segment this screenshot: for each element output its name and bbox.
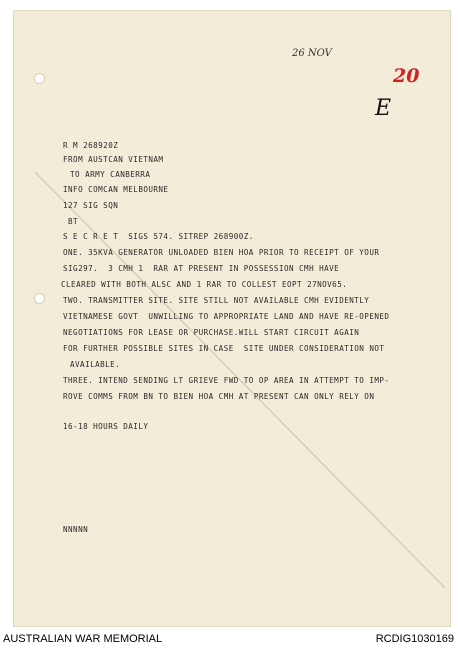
handwritten-letter: E [375,96,392,121]
message-line: S E C R E T SIGS 574. SITREP 268900Z. [63,232,254,241]
message-line: FOR FURTHER POSSIBLE SITES IN CASE SITE UNDER CONSIDERATION NOT [63,344,385,353]
archive-reference: RCDIG1030169 [375,633,454,645]
message-line: ROVE COMMS FROM BN TO BIEN HOA CMH AT PRESENT CAN ONLY RELY ON [63,392,375,401]
message-line: TO ARMY CANBERRA [70,170,151,179]
message-line: CLEARED WITH BOTH ALSC AND 1 RAR TO COLLEST EOPT 27NOV65. [61,280,348,289]
message-line: 127 SIG SQN [63,201,119,210]
message-line: TWO. TRANSMITTER SITE. SITE STILL NOT AVAILABLE CMH EVIDENTLY [63,296,370,305]
page-number-annotation: 20 [393,65,420,87]
message-line: NNNNN [63,525,89,534]
message-line: BT [68,217,79,226]
message-line: INFO COMCAN MELBOURNE [63,185,169,194]
message-line: AVAILABLE. [70,360,121,369]
archive-source: AUSTRALIAN WAR MEMORIAL [3,633,163,645]
handwritten-date: 26 NOV [292,48,332,59]
message-line: SIG297. 3 CMH 1 RAR AT PRESENT IN POSSESSION CMH HAVE [63,264,340,273]
archive-footer [0,627,458,653]
message-line: NEGOTIATIONS FOR LEASE OR PURCHASE.WILL START CIRCUIT AGAIN [63,328,360,337]
message-line: ONE. 35KVA GENERATOR UNLOADED BIEN HOA PRIOR TO RECEIPT OF YOUR [63,248,380,257]
message-line: THREE. INTEND SENDING LT GRIEVE FWD TO OP AREA IN ATTEMPT TO IMP- [63,376,390,385]
message-line: 16-18 HOURS DAILY [63,422,149,431]
message-line: FROM AUSTCAN VIETNAM [63,155,164,164]
document-page [13,10,451,627]
message-line: VIETNAMESE GOVT UNWILLING TO APPROPRIATE LAND AND HAVE RE-OPENED [63,312,390,321]
message-line: R M 268920Z [63,141,119,150]
